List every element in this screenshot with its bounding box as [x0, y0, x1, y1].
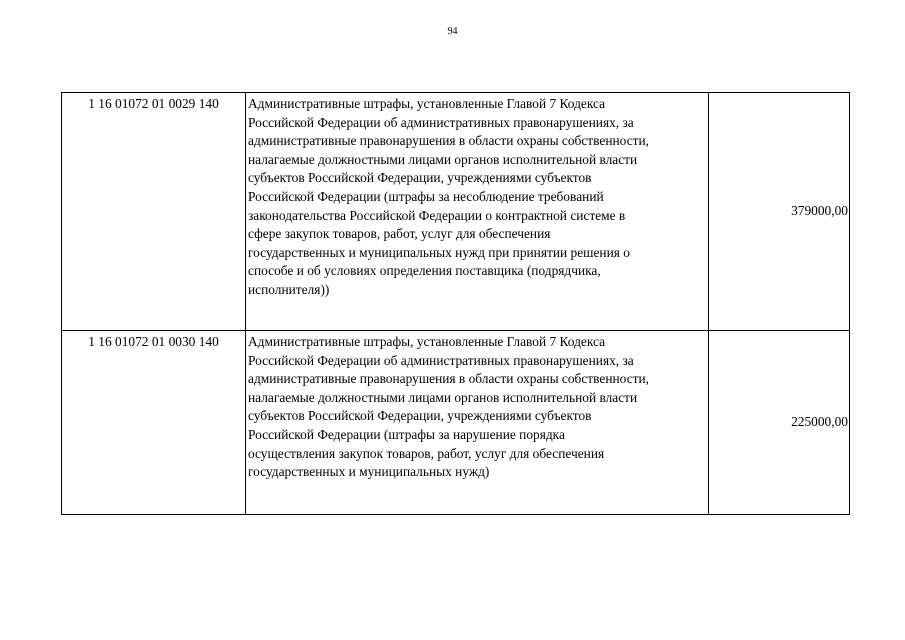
table-row	[62, 331, 850, 515]
table-row	[62, 93, 850, 331]
description-cell: Административные штрафы, установленные Главой 7 Кодекса Российской Федерации об административных правонарушениях, за административные правонарушения в области охраны собственности, налагаемые должностными лицами органов исполнительной власти субъектов Российской Федерации, учреждениями субъектов Российской Федерации (штрафы за несоблюдение требований законодательства Российской Федерации о контрактной системе в сфере закупок товаров, работ, услуг для обеспечения государственных и муниципальных нужд при принятии решения о способе и об условиях определения поставщика (подрядчика, исполнителя))	[246, 93, 709, 331]
amount-cell: 379000,00	[709, 93, 850, 331]
budget-code-cell: 1 16 01072 01 0029 140	[62, 93, 246, 331]
description-cell: Административные штрафы, установленные Главой 7 Кодекса Российской Федерации об административных правонарушениях, за административные правонарушения в области охраны собственности, налагаемые должностными лицами органов исполнительной власти субъектов Российской Федерации, учреждениями субъектов Российской Федерации (штрафы за нарушение порядка осуществления закупок товаров, работ, услуг для обеспечения государственных и муниципальных нужд)	[246, 331, 709, 515]
amount-cell: 225000,00	[709, 331, 850, 515]
budget-code-cell: 1 16 01072 01 0030 140	[62, 331, 246, 515]
page-number: 94	[447, 26, 458, 37]
table-body	[62, 93, 850, 515]
budget-table	[61, 92, 850, 515]
